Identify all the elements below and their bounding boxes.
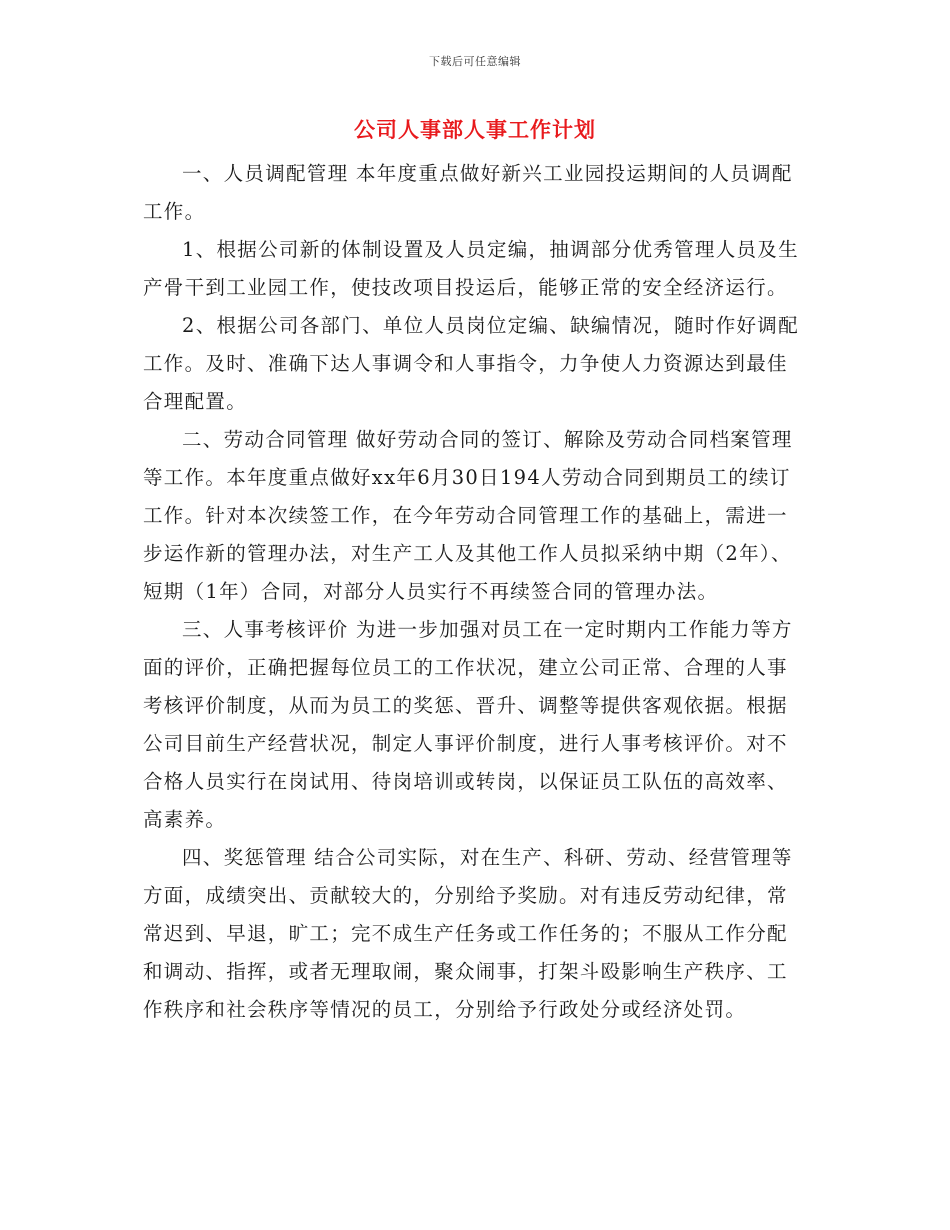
header-note: 下载后可任意编辑 — [429, 55, 521, 68]
paragraph-allocation-item-2: 2、根据公司各部门、单位人员岗位定编、缺编情况，随时作好调配工作。及时、准确下达人事调令和人事指令，力争使人力资源达到最佳合理配置。 — [143, 314, 799, 413]
paragraph-labor-contract: 二、劳动合同管理 做好劳动合同的签订、解除及劳动合同档案管理等工作。本年度重点做好xx年6月30日194人劳动合同到期员工的续订工作。针对本次续签工作，在今年劳动合同管理工作的基础上，需进一步运作新的管理办法，对生产工人及其他工作人员拟采纳中期（2年）、短期（1年）合同，对部分人员实行不再续签合同的管理办法。 — [143, 428, 793, 603]
paragraph-allocation-item-1: 1、根据公司新的体制设置及人员定编，抽调部分优秀管理人员及生产骨干到工业园工作，使技改项目投运后，能够正常的安全经济运行。 — [143, 238, 799, 299]
paragraph-personnel-evaluation: 三、人事考核评价 为进一步加强对员工在一定时期内工作能力等方面的评价，正确把握每位员工的工作状况，建立公司正常、合理的人事考核评价制度，从而为员工的奖惩、晋升、调整等提供客观依据。根据公司目前生产经营状况，制定人事评价制度，进行人事考核评价。对不合格人员实行在岗试用、待岗培训或转岗，以保证员工队伍的高效率、高素养。 — [143, 618, 793, 831]
document-body — [143, 155, 807, 1029]
document-title: 公司人事部人事工作计划 — [354, 117, 596, 142]
paragraph-personnel-allocation: 一、人员调配管理 本年度重点做好新兴工业园投运期间的人员调配工作。 — [143, 162, 793, 223]
paragraph-rewards-penalties: 四、奖惩管理 结合公司实际，对在生产、科研、劳动、经营管理等方面，成绩突出、贡献较大的，分别给予奖励。对有违反劳动纪律，常常迟到、早退，旷工；完不成生产任务或工作任务的；不服从工作分配和调动、指挥，或者无理取闹，聚众闹事，打架斗殴影响生产秩序、工作秩序和社会秩序等情况的员工，分别给予行政处分或经济处罚。 — [143, 846, 793, 1021]
